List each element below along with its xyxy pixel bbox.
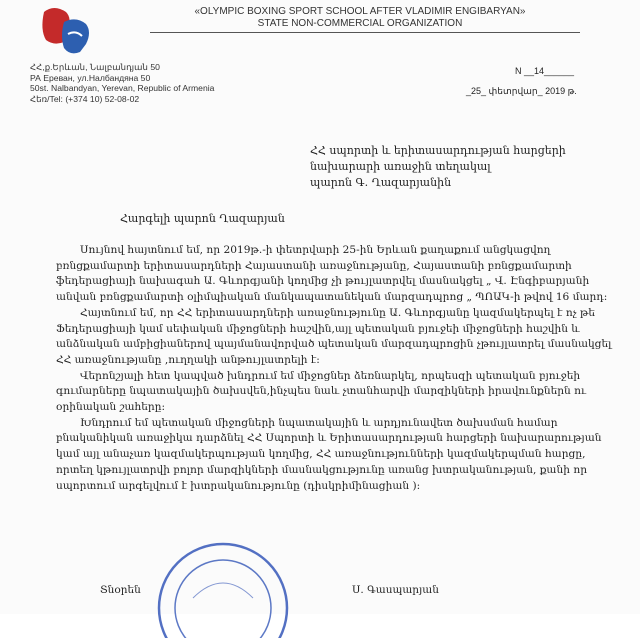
document-date: _25_ փետրվար_ 2019 թ. xyxy=(466,86,577,96)
signature-title: Տնօրեն xyxy=(100,584,141,596)
address-block xyxy=(30,62,214,104)
org-name: «OLYMPIC BOXING SPORT SCHOOL AFTER VLADIMIR ENGIBARYAN» xyxy=(194,6,526,17)
address-line: ՀՀ,ք.Երևան, Նալբանդյան 50 xyxy=(30,62,160,72)
body-paragraph: Սույնով հայտնում եմ, որ 2019թ.-ի փետրվարի 25-ին Երևան քաղաքում անցկացվող բռնցքամարտի երիտասարդների Հայաստանի առաջնությանը, Հայաստանի բռնցքամարտի ֆեդերացիայի նախագահ Ա. Գևորգյանի կողմից չի թույլատրվել մասնակցել „ Վ. Էնգիբարյանի անվան բռնցքամարտի օլիմպիական մանկապատանեկան մարզադպրոց „ ՊՈԱԿ-ի թվով 16 մարդ: xyxy=(56,244,608,304)
official-stamp xyxy=(148,538,298,638)
body-paragraph: Խնդրում եմ պետական միջոցների նպատակային և արդյունավետ ծախսման համար բնականիկան առաջիկա դարձնել ՀՀ Սպորտի և Երիտասարդության հարցերի նախարարության կամ այլ անաչառ կազմակերպության կողմից, ՀՀ առաջնությունների կազմակերպման հարցը, որտեղ կթույլատրվի բոլոր մարզիկների մասնակցությունը առանց խտրականության, քանի որ սպորտում արգելվում է խտրականությունը (դիսկրիմինացիան ): xyxy=(56,416,602,492)
header-divider xyxy=(150,32,580,33)
recipient-block xyxy=(310,143,566,191)
signature-name: Ս. Գասպարյան xyxy=(352,584,439,596)
address-line: 50st. Nalbandyan, Yerevan, Republic of Armenia xyxy=(30,83,215,93)
address-line: Հեռ/Tel: (+374 10) 52-08-02 xyxy=(30,93,140,104)
letter-body xyxy=(56,243,616,494)
document-number: N __14______ xyxy=(515,66,575,76)
org-type: STATE NON-COMMERCIAL ORGANIZATION xyxy=(257,18,463,29)
body-paragraph: Վերոնշյալի հետ կապված խնդրում եմ միջոցներ ձեռնարկել, որպեսզի պետական բյուջեի գումարները նպատակային ծախսվեն,ինչպես նաև չտանհարվի մարզիկների իրավունքներն ու օրինական շահերը: xyxy=(56,369,587,414)
recipient-line: նախարարի առաջին տեղակալ xyxy=(310,160,491,173)
body-paragraph: Հայտնում եմ, որ ՀՀ երիտասարդների առաջնությունը Ա. Գևորգյանը կազմակերպել է ոչ թե Ֆեդերացիայի կամ սեփական միջոցների հաշվին,այլ պետական բյուջեի միջոցների հաշվին և անձնական ամբիցիաներով պայմանավորված պետական մարզադպրոցին չթույլատրել մասնակցել ՀՀ առաջնությանը ,ուղղակի անթույլատրելի է: xyxy=(56,306,612,366)
boxing-gloves-logo xyxy=(34,4,104,58)
salutation: Հարգելի պարոն Ղազարյան xyxy=(120,212,285,225)
recipient-line: պարոն Գ. Ղազարյանին xyxy=(310,176,452,189)
organization-header xyxy=(150,6,570,30)
recipient-line: ՀՀ սպորտի և երիտասարդության հարցերի xyxy=(310,144,566,157)
address-line: РА Ереван, ул.Налбандяна 50 xyxy=(30,72,151,83)
